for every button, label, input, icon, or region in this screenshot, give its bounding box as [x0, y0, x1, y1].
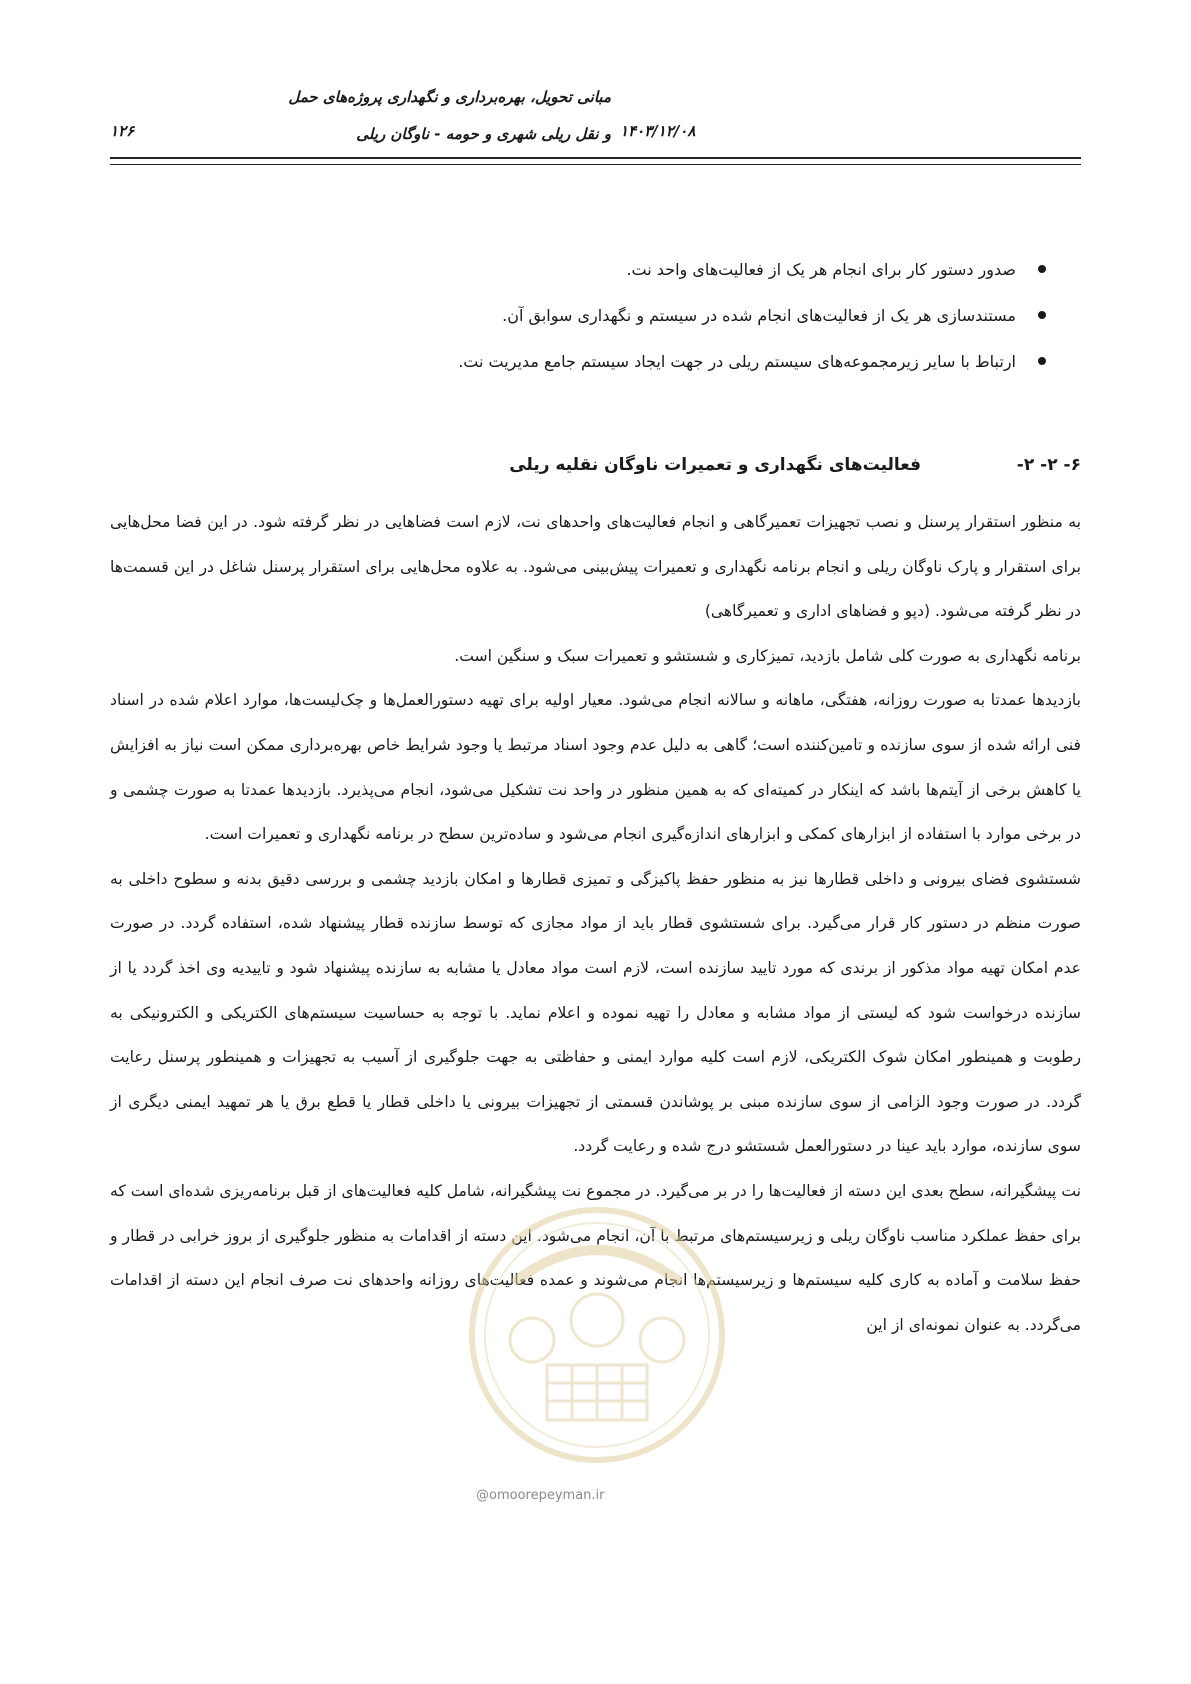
paragraph: بازدیدها عمدتا به صورت روزانه، هفتگی، ماهانه و سالانه انجام می‌شود. معیار اولیه برای تهیه دستورالعمل‌ها و چک‌لیست‌ها، موارد اعلام شده در اسناد فنی ارائه شده از سوی سازنده و تامین‌کننده است؛ گاهی به دلیل عدم وجود اسناد مرتبط یا وجود شرایط خاص بهره‌برداری ممکن است نیاز به افزایش یا کاهش برخی از آیتم‌ها باشد که اینکار در کمیته‌ای که به همین منظور در واحد نت تشکیل می‌شود، انجام می‌پذیرد. بازدیدها عمدتا به صورت چشمی و در برخی موارد با استفاده از ابزارهای کمکی و ابزارهای اندازه‌گیری انجام می‌شود و ساده‌ترین سطح در برنامه نگهداری و تعمیرات است. — [110, 691, 1081, 844]
bullet-icon — [1038, 357, 1046, 365]
section-title: فعالیت‌های نگهداری و تعمیرات ناوگان نقلیه ریلی — [509, 455, 921, 475]
list-item-text: صدور دستور کار برای انجام هر یک از فعالیت‌های واحد نت. — [626, 259, 1016, 279]
header-rule-thick — [110, 157, 1081, 159]
header-title-line2: و نقل ریلی شهری و حومه - ناوگان ریلی — [356, 125, 611, 143]
page-number: ۱۲۶ — [110, 122, 135, 140]
watermark-logo-icon — [462, 1200, 732, 1470]
list-item — [146, 246, 1046, 292]
bullet-icon — [1038, 311, 1046, 319]
page-header — [110, 70, 1081, 160]
watermark-site: @omoorepeyman.ir — [476, 1488, 605, 1503]
bullet-list — [146, 246, 1046, 384]
section-heading — [110, 455, 1081, 485]
section-number: ۶- ۲- ۲- — [1016, 455, 1081, 475]
paragraph: برنامه نگهداری به صورت کلی شامل بازدید، تمیزکاری و شستشو و تعمیرات سبک و سنگین است. — [454, 646, 1081, 665]
paragraph: نت پیشگیرانه، سطح بعدی این دسته از فعالیت‌ها را در بر می‌گیرد. در مجموع نت پیشگیرانه، شامل کلیه فعالیت‌های از قبل برنامه‌ریزی شده‌ای است که برای حفظ عملکرد مناسب ناوگان ریلی و زیرسیستم‌های مرتبط با آن، انجام می‌شود. این دسته از اقدامات به منظور جلوگیری از بروز خرابی در قطار و حفظ سلامت و آماده به کاری کلیه سیستم‌ها و زیرسیستم‌ها انجام می‌شوند و عمده فعالیت‌های روزانه واحدهای نت صرف انجام این دسته از اقدامات می‌گردد. به عنوان نمونه‌ای از این — [110, 1181, 1081, 1334]
header-date: ۱۴۰۳/۱۲/۰۸ — [620, 122, 696, 140]
header-rule-thin — [110, 164, 1081, 165]
list-item-text: ارتباط با سایر زیرمجموعه‌های سیستم ریلی در جهت ایجاد سیستم جامع مدیریت نت. — [458, 351, 1016, 371]
bullet-icon — [1038, 265, 1046, 273]
header-title-line1: مبانی تحویل، بهره‌برداری و نگهداری پروژه‌های حمل — [288, 88, 611, 106]
paragraph: شستشوی فضای بیرونی و داخلی قطارها نیز به منظور حفظ پاکیزگی و تمیزی قطارها و امکان بازدید چشمی و بررسی دقیق بدنه و سطوح داخلی به صورت منظم در دستور کار قرار می‌گیرد. برای شستشوی قطار باید از مواد مجازی که توسط سازنده قطار پیشنهاد شده، استفاده گردد. در صورت عدم امکان تهیه مواد مذکور از برندی که مورد تایید سازنده است، لازم است مواد معادل یا مشابه به سازنده پیشنهاد شود و تاییدیه وی اخذ گردد یا از سازنده درخواست شود که لیستی از مواد مشابه و معادل را تهیه نموده و اعلام نماید. با توجه به حساسیت سیستم‌های الکتریکی و الکترونیکی به رطوبت و همینطور امکان شوک الکتریکی، لازم است کلیه موارد ایمنی و حفاظتی به جهت جلوگیری از آسیب به تجهیزات و همینطور پرسنل رعایت گردد. در صورت وجود الزامی از سوی سازنده مبنی بر پوشاندن قسمتی از تجهیزات بیرونی یا داخلی قطار یا قطع برق یا هر تمهید ایمنی دیگری از سوی سازنده، موارد باید عینا در دستورالعمل شستشو درج شده و رعایت گردد. — [110, 869, 1081, 1156]
list-item — [146, 292, 1046, 338]
list-item — [146, 338, 1046, 384]
paragraph: به منظور استقرار پرسنل و نصب تجهیزات تعمیرگاهی و انجام فعالیت‌های واحدهای نت، لازم است فضاهایی در نظر گرفته شود. در این فضا محل‌هایی برای استقرار و پارک ناوگان ریلی و انجام برنامه نگهداری و تعمیرات پیش‌بینی می‌شود. به علاوه محل‌هایی برای استقرار پرسنل شاغل در این قسمت‌ها در نظر گرفته می‌شود. (دپو و فضاهای اداری و تعمیرگاهی) — [110, 513, 1081, 621]
list-item-text: مستندسازی هر یک از فعالیت‌های انجام شده در سیستم و نگهداری سوابق آن. — [502, 305, 1016, 325]
